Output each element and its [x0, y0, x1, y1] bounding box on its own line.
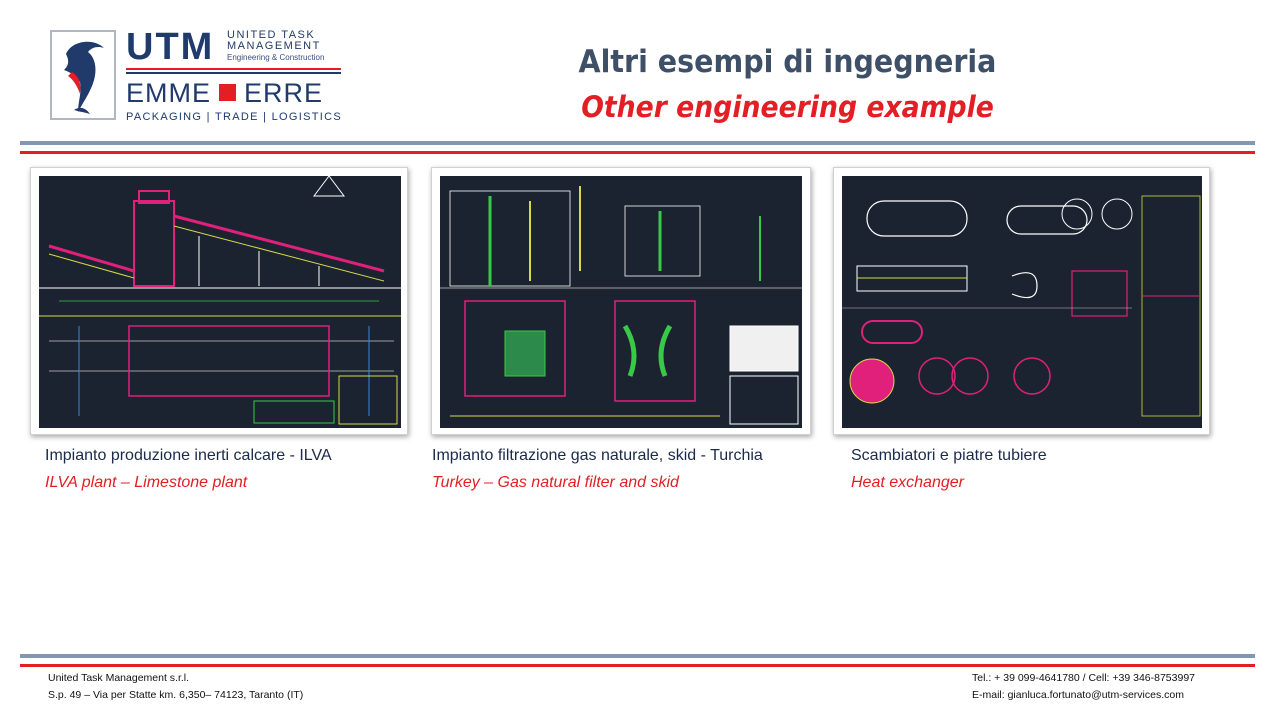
logo-divider-blue	[126, 72, 341, 74]
drawing-card-limestone-plant	[30, 167, 408, 435]
footer-email: E-mail: gianluca.fortunato@utm-services.com	[972, 689, 1184, 701]
caption-en-2: Turkey – Gas natural filter and skid	[432, 474, 679, 491]
footer-rule-red	[20, 664, 1255, 667]
red-square-icon	[219, 84, 236, 101]
dolphin-logo-icon	[50, 30, 116, 120]
drawing-card-heat-exchanger	[833, 167, 1210, 435]
page-title-english: Other engineering example	[581, 90, 994, 124]
caption-it-3: Scambiatori e piatre tubiere	[851, 447, 1047, 464]
footer-right	[972, 670, 1195, 704]
footer-rule-gray	[20, 654, 1255, 658]
utm-subtitle	[227, 30, 324, 63]
cad-drawing-gas-filter-skid	[440, 176, 802, 428]
caption-en-1: ILVA plant – Limestone plant	[45, 474, 248, 491]
footer-company: United Task Management s.r.l.	[48, 672, 190, 684]
company-logo	[50, 26, 350, 125]
utm-line1: UNITED TASK	[227, 29, 316, 41]
cad-drawing-heat-exchanger	[842, 176, 1202, 428]
emme-erre-wordmark	[126, 78, 323, 109]
footer-address: S.p. 49 – Via per Statte km. 6,350– 74123, Taranto (IT)	[48, 689, 304, 701]
erre-text: ERRE	[244, 78, 324, 108]
header-rule-red	[20, 151, 1255, 154]
footer-phone: Tel.: + 39 099-4641780 / Cell: +39 346-8753997	[972, 672, 1196, 684]
utm-line3: Engineering & Construction	[227, 53, 325, 62]
logo-divider-red	[126, 68, 341, 70]
cad-drawing-limestone-plant	[39, 176, 401, 428]
footer-left	[48, 670, 303, 704]
drawing-card-gas-filter-skid	[431, 167, 811, 435]
header-rule-gray	[20, 141, 1255, 145]
caption-it-1: Impianto produzione inerti calcare - ILVA	[45, 447, 332, 464]
caption-en-3: Heat exchanger	[851, 474, 964, 491]
logo-tagline: PACKAGING | TRADE | LOGISTICS	[126, 111, 342, 123]
utm-line2: MANAGEMENT	[227, 40, 321, 52]
emme-text: EMME	[126, 78, 211, 108]
caption-it-2: Impianto filtrazione gas naturale, skid - Turchia	[432, 447, 763, 464]
page-title-italian: Altri esempi di ingegneria	[578, 44, 997, 80]
utm-wordmark: UTM	[126, 26, 215, 68]
